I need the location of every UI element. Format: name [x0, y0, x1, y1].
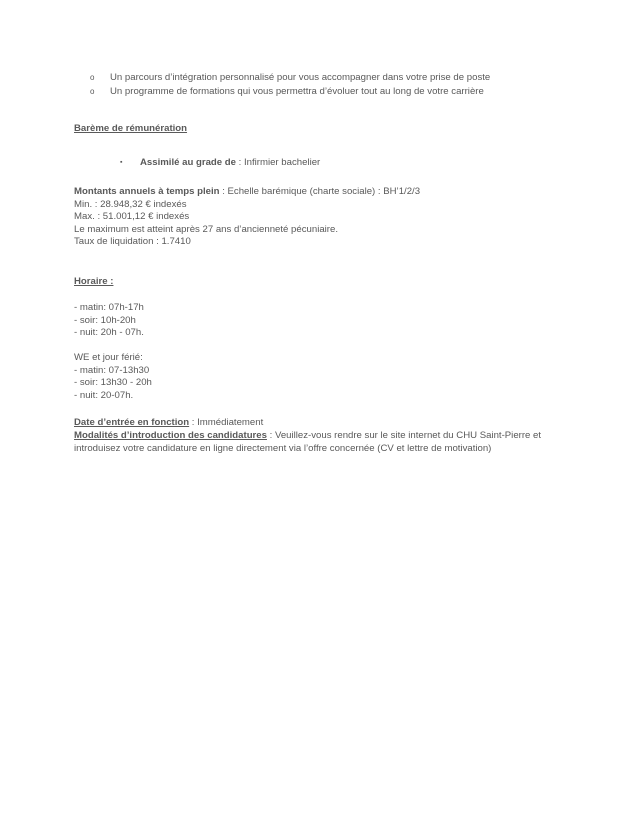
bareme-heading: Barème de rémunération: [74, 123, 188, 134]
modalites-paragraph: [74, 430, 544, 455]
weekend-schedule: [74, 352, 152, 402]
square-bullet-icon: ▪: [120, 159, 123, 166]
schedule-line: - matin: 07-13h30: [74, 364, 150, 376]
entree-value: : Immédiatement: [189, 417, 264, 428]
montants-value: : Echelle barémique (charte sociale) : BH’1/2/3: [219, 186, 421, 197]
taux-liquidation: Taux de liquidation : 1.7410: [74, 236, 191, 248]
weekend-label: WE et jour férié:: [74, 352, 143, 363]
schedule-line: - soir: 13h30 - 20h: [74, 377, 152, 389]
horaire-heading: Horaire :: [74, 276, 114, 287]
list-item-text: Un programme de formations qui vous permettra d’évoluer tout au long de votre carrière: [110, 86, 484, 97]
maximum-note: Le maximum est atteint après 27 ans d’ancienneté pécuniaire.: [74, 223, 338, 235]
entree-label: Date d’entrée en fonction: [74, 417, 190, 428]
schedule-line: - soir: 10h-20h: [74, 314, 136, 326]
salary-min: Min. : 28.948,32 € indexés: [74, 198, 187, 210]
list-item-text: Un parcours d’intégration personnalisé pour vous accompagner dans votre prise de poste: [110, 72, 491, 83]
grade-label: Assimilé au grade de: [140, 157, 236, 168]
schedule-line: - nuit: 20-07h.: [74, 389, 134, 401]
modalites-value: : Veuillez-vous rendre sur le site internet du CHU Saint-Pierre et introduisez votre candidature en ligne directement via l’offre concernée (CV et lettre de motivation): [74, 430, 542, 454]
schedule-line: - nuit: 20h - 07h.: [74, 327, 144, 339]
circle-bullet-icon: o: [90, 73, 95, 82]
modalites-label: Modalités d’introduction des candidatures: [74, 430, 267, 441]
grade-value: : Infirmier bachelier: [235, 157, 321, 168]
entree-line: [74, 417, 263, 430]
weekday-schedule: [74, 302, 144, 340]
salary-max: Max. : 51.001,12 € indexés: [74, 211, 190, 223]
montants-label: Montants annuels à temps plein: [74, 186, 220, 197]
montants-block: [74, 186, 420, 249]
schedule-line: - matin: 07h-17h: [74, 302, 144, 313]
circle-bullet-icon: o: [90, 87, 95, 96]
